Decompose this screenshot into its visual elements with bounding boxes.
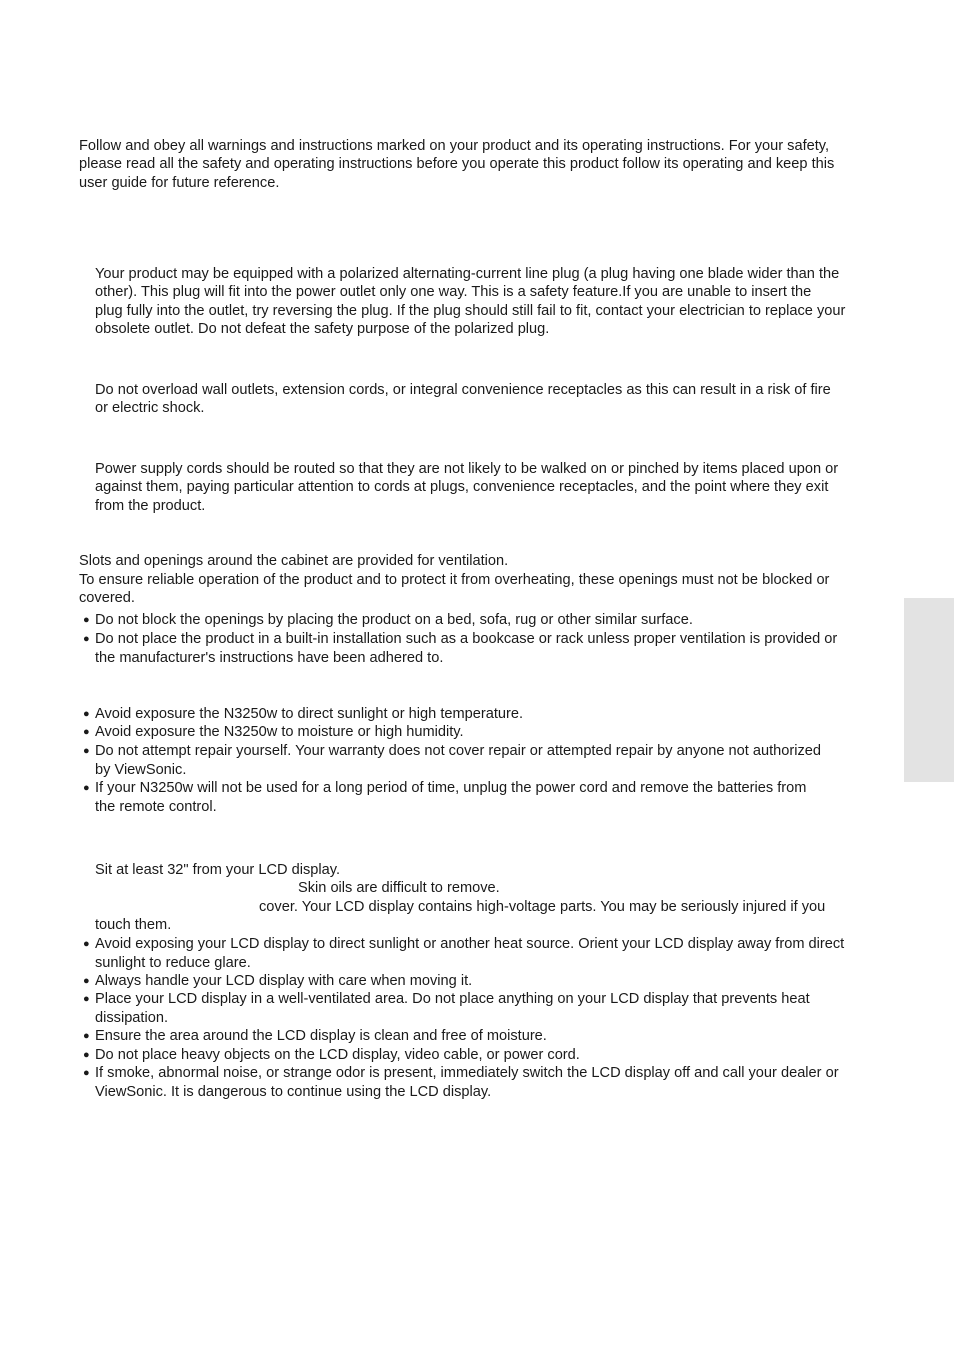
overloading-line: or electric shock. bbox=[95, 400, 205, 416]
bullet-icon: ● bbox=[83, 708, 90, 720]
ventilation-line: Slots and openings around the cabinet are provided for ventilation. bbox=[79, 553, 509, 569]
lcd-line: Skin oils are difficult to remove. bbox=[298, 880, 500, 896]
lcd-bullet bbox=[83, 1027, 547, 1046]
polarization-line: other). This plug will fit into the power outlet only one way. This is a safety feature.If you are unable to insert the bbox=[95, 284, 812, 300]
ventilation-line: covered. bbox=[79, 590, 135, 606]
lcd-line: touch them. bbox=[95, 917, 172, 933]
ventilation-line: To ensure reliable operation of the product and to protect it from overheating, these openings must not be blocked or bbox=[79, 572, 830, 588]
notice-bullet bbox=[83, 723, 464, 742]
bullet-icon: ● bbox=[83, 633, 90, 645]
bullet-text: If your N3250w will not be used for a long period of time, unplug the power cord and remove the batteries from the remote control. bbox=[95, 780, 807, 815]
lcd-bullet bbox=[83, 972, 473, 991]
bullet-icon: ● bbox=[83, 1030, 90, 1042]
bullet-icon: ● bbox=[83, 938, 90, 950]
bullet-icon: ● bbox=[83, 745, 90, 757]
bullet-icon: ● bbox=[83, 614, 90, 626]
bullet-text: Avoid exposing your LCD display to direct sunlight or another heat source. Orient your LCD display away from direct sunlight to reduce glare. bbox=[95, 936, 845, 971]
lcd-bullet bbox=[83, 1046, 580, 1065]
bullet-text: Always handle your LCD display with care when moving it. bbox=[95, 973, 473, 989]
intro-line: please read all the safety and operating instructions before you operate this product follow its operating and keep this bbox=[79, 156, 835, 172]
lcd-line: cover. Your LCD display contains high-voltage parts. You may be seriously injured if you bbox=[259, 899, 826, 915]
bullet-text: Do not attempt repair yourself. Your warranty does not cover repair or attempted repair by anyone not authorized by ViewSonic. bbox=[95, 743, 822, 778]
bullet-text: If smoke, abnormal noise, or strange odor is present, immediately switch the LCD display off and call your dealer or ViewSonic. It is dangerous to continue using the LCD display. bbox=[95, 1065, 839, 1100]
notice-bullet bbox=[83, 742, 822, 779]
power-cord-line: from the product. bbox=[95, 498, 206, 514]
ventilation-bullet bbox=[83, 630, 838, 667]
bullet-icon: ● bbox=[83, 726, 90, 738]
bullet-text: Avoid exposure the N3250w to direct sunlight or high temperature. bbox=[95, 706, 524, 722]
notice-bullet bbox=[83, 779, 807, 816]
lcd-line: Sit at least 32" from your LCD display. bbox=[95, 862, 340, 878]
polarization-line: Your product may be equipped with a polarized alternating-current line plug (a plug having one blade wider than the bbox=[95, 266, 840, 282]
bullet-text: Do not block the openings by placing the product on a bed, sofa, rug or other similar surface. bbox=[95, 612, 693, 628]
lcd-bullet bbox=[83, 990, 810, 1027]
overloading-line: Do not overload wall outlets, extension cords, or integral convenience receptacles as this can result in a risk of fire bbox=[95, 382, 831, 398]
power-cord-line: against them, paying particular attention to cords at plugs, convenience receptacles, and the point where they exit bbox=[95, 479, 829, 495]
lcd-bullet bbox=[83, 1064, 839, 1101]
bullet-text: Place your LCD display in a well-ventilated area. Do not place anything on your LCD display that prevents heat dissipation. bbox=[95, 991, 810, 1026]
power-cord-line: Power supply cords should be routed so that they are not likely to be walked on or pinched by items placed upon or bbox=[95, 461, 839, 477]
bullet-icon: ● bbox=[83, 1067, 90, 1079]
polarization-line: plug fully into the outlet, try reversing the plug. If the plug should still fail to fit, contact your electrician to replace your bbox=[95, 303, 846, 319]
notice-bullet bbox=[83, 705, 524, 724]
bullet-icon: ● bbox=[83, 975, 90, 987]
bullet-icon: ● bbox=[83, 782, 90, 794]
bullet-text: Ensure the area around the LCD display is clean and free of moisture. bbox=[95, 1028, 547, 1044]
lcd-bullet bbox=[83, 935, 845, 972]
bullet-icon: ● bbox=[83, 993, 90, 1005]
ventilation-bullet bbox=[83, 611, 693, 630]
side-tab bbox=[904, 598, 954, 782]
bullet-icon: ● bbox=[83, 1049, 90, 1061]
bullet-text: Do not place heavy objects on the LCD display, video cable, or power cord. bbox=[95, 1047, 580, 1063]
bullet-text: Do not place the product in a built-in installation such as a bookcase or rack unless proper ventilation is provided or the manufacturer's instructions have been adhered to. bbox=[95, 631, 838, 666]
bullet-text: Avoid exposure the N3250w to moisture or high humidity. bbox=[95, 724, 464, 740]
polarization-line: obsolete outlet. Do not defeat the safety purpose of the polarized plug. bbox=[95, 321, 550, 337]
intro-line: Follow and obey all warnings and instructions marked on your product and its operating instructions. For your safety, bbox=[79, 138, 830, 154]
intro-line: user guide for future reference. bbox=[79, 175, 280, 191]
